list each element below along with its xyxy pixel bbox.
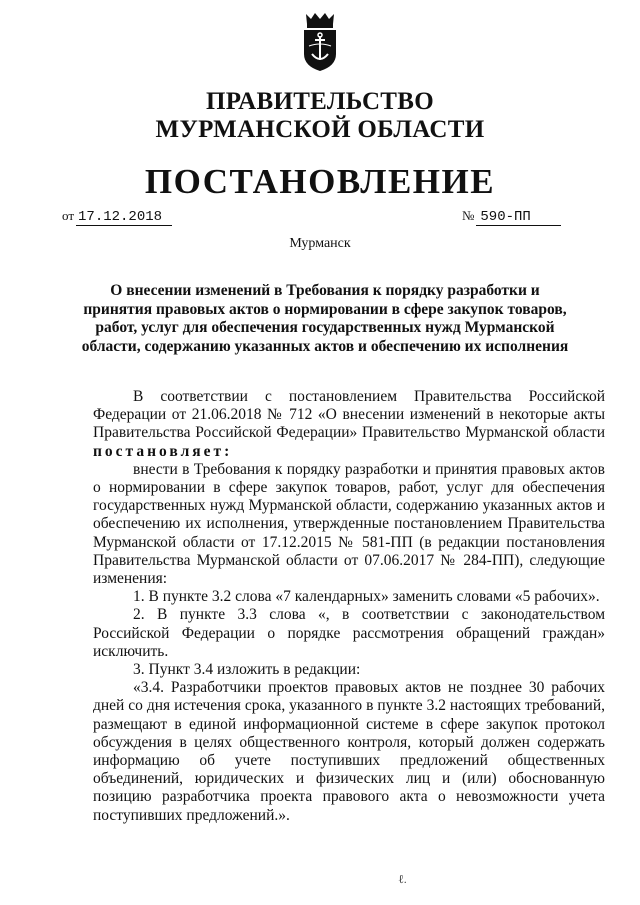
page-mark: ℓ. (398, 872, 407, 886)
document-type: ПОСТАНОВЛЕНИЕ (144, 162, 496, 201)
document-date (62, 208, 172, 226)
number-prefix: № (462, 208, 475, 223)
quoted-text: «3.4. Разработчики проектов правовых актов не позднее 30 рабочих дней со дня истечения срока, указанного в пункте 3.2 настоящих требований, размещают в единой информационной системе в сфере закупок протокол обсуждения в целях общественного контроля, который должен содержать информацию об учете поступивших предложений общественных объединений, юридических и физических лиц и (или) обоснованную позицию разработчика проекта правового акта о невозможности учета поступивших предложений.». (93, 679, 605, 824)
number-value: 590-ПП (476, 209, 560, 226)
resolves-word: постановляет: (93, 442, 233, 460)
government-region: МУРМАНСКОЙ ОБЛАСТИ (155, 116, 485, 143)
document-body (93, 388, 605, 825)
date-value: 17.12.2018 (76, 209, 172, 226)
item-2: 2. В пункте 3.3 слова «, в соответствии с законодательством Российской Федерации о порядке рассмотрения обращений граждан» исключить. (93, 606, 605, 660)
intro-paragraph: внести в Требования к порядку разработки и принятия правовых актов о нормировании в сфере закупок товаров, работ, услуг для обеспечения государственных нужд Мурманской области, содержанию указанных актов и обеспечению их исполнения, утвержденные постановлением Правительства Мурманской области от 17.12.2015 № 581-ПП (в редакции постановления Правительства Мурманской области от 07.06.2017 № 284-ПП), следующие изменения: (93, 460, 605, 588)
item-1: 1. В пункте 3.2 слова «7 календарных» заменить словами «5 рабочих». (133, 588, 600, 606)
document-number (462, 208, 561, 226)
government-title: ПРАВИТЕЛЬСТВО (206, 88, 434, 115)
city: Мурманск (289, 236, 351, 251)
preamble-text: В соответствии с постановлением Правительства Российской Федерации от 21.06.2018 № 712 «О внесении изменений в некоторые акты Правительства Российской Федерации» Правительство Мурманской области (93, 388, 605, 442)
date-prefix: от (62, 208, 75, 223)
preamble-paragraph (93, 388, 605, 461)
document-subject: О внесении изменений в Требования к порядку разработки и принятия правовых актов о нормировании в сфере закупок товаров, работ, услуг для обеспечения государственных нужд Мурманской области, содержанию указанных актов и обеспечению их исполнения (81, 282, 569, 355)
item-3: 3. Пункт 3.4 изложить в редакции: (133, 661, 361, 679)
coat-of-arms-icon (300, 8, 340, 72)
